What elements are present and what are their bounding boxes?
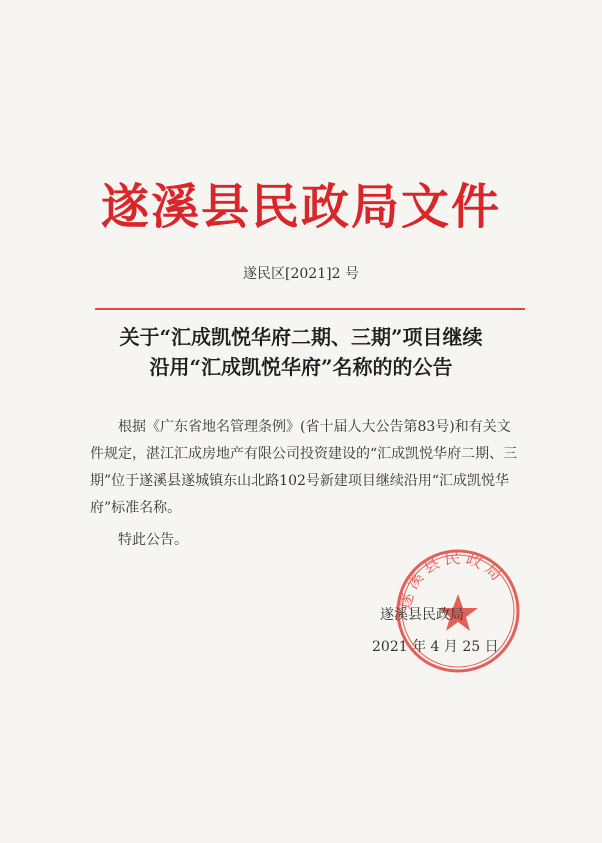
closing-text: 特此公告。 (118, 532, 188, 548)
doc-number: 遂民区[2021]2 号 (243, 266, 359, 282)
notice-title-line2: 沿用“汇成凯悦华府”名称的的公告 (149, 355, 453, 379)
notice-title-line1: 关于“汇成凯悦华府二期、三期”项目继续 (119, 325, 483, 349)
issue-date: 2021 年 4 月 25 日 (372, 639, 499, 655)
issuer-name: 遂溪县民政局 (380, 607, 464, 623)
svg-text:遂溪县民政局: 遂溪县民政局 (395, 547, 509, 611)
header-title: 遂溪县民政局文件 (100, 179, 501, 235)
body-text (90, 414, 523, 522)
notice-title (0, 322, 602, 382)
red-divider (95, 308, 525, 310)
body-paragraph: 根据《广东省地名管理条例》(省十届人大公告第83号)和有关文件规定，湛江汇成房地产有限公司投资建设的“汇成凯悦华府二期、三期”位于遂溪县遂城镇东山北路102号新建项目继续沿用“汇成凯悦华府”标准名称。 (90, 419, 518, 516)
